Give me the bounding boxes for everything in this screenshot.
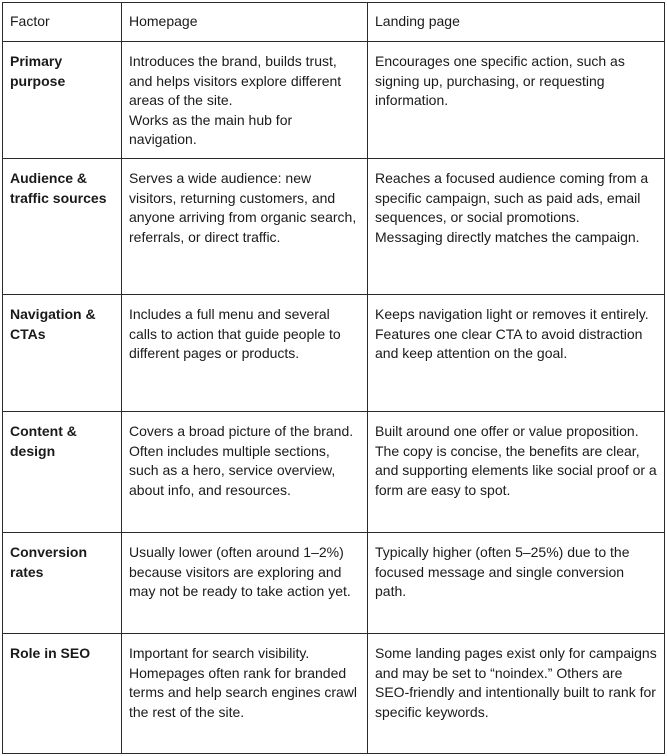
homepage-cell — [122, 633, 368, 753]
cell-line: Often includes multiple sections, such as a hero, service overview, about info, and resources. — [129, 442, 336, 498]
comparison-table-wrapper — [2, 2, 665, 754]
landing-cell — [368, 411, 665, 532]
cell-line: Works as the main hub for navigation. — [129, 111, 293, 148]
factor-cell: Audience & traffic sources — [3, 158, 122, 294]
header-homepage: Homepage — [122, 3, 368, 42]
landing-cell — [368, 633, 665, 753]
comparison-table — [2, 2, 665, 754]
table-row — [3, 532, 665, 633]
table-row — [3, 158, 665, 294]
header-factor: Factor — [3, 3, 122, 42]
landing-cell — [368, 158, 665, 294]
cell-line: Built around one offer or value proposition. — [375, 422, 639, 439]
cell-line: The copy is concise, the benefits are clear, and supporting elements like social proof or a form are easy to spot. — [375, 442, 657, 498]
header-landing-page: Landing page — [368, 3, 665, 42]
factor-cell: Navigation & CTAs — [3, 294, 122, 411]
cell-line: Reaches a focused audience coming from a specific campaign, such as paid ads, email sequences, or social promotions. — [375, 169, 649, 226]
cell-line: Typically higher (often 5–25%) due to the focused message and single conversion path. — [375, 543, 630, 600]
cell-line: Includes a full menu and several calls to action that guide people to different pages or products. — [129, 305, 341, 362]
cell-line: Serves a wide audience: new visitors, returning customers, and anyone arriving from organic search, referrals, or direct traffic. — [129, 169, 357, 245]
table-row — [3, 633, 665, 753]
cell-line: Usually lower (often around 1–2%) because visitors are exploring and may not be ready to take action yet. — [129, 543, 351, 600]
homepage-cell — [122, 532, 368, 633]
cell-line: Messaging directly matches the campaign. — [375, 228, 640, 245]
table-row — [3, 294, 665, 411]
factor-cell: Conversion rates — [3, 532, 122, 633]
landing-cell — [368, 532, 665, 633]
cell-line: Important for search visibility. Homepages often rank for branded terms and help search engines crawl the rest of the site. — [129, 644, 358, 720]
table-row — [3, 411, 665, 532]
factor-cell: Content & design — [3, 411, 122, 532]
homepage-cell — [122, 158, 368, 294]
cell-line: Some landing pages exist only for campaigns and may be set to “noindex.” Others are SEO-friendly and intentionally built to rank for specific keywords. — [375, 644, 657, 720]
factor-cell: Role in SEO — [3, 633, 122, 753]
table-row — [3, 42, 665, 159]
cell-line: Features one clear CTA to avoid distraction and keep attention on the goal. — [375, 325, 643, 362]
homepage-cell — [122, 411, 368, 532]
cell-line: Introduces the brand, builds trust, and helps visitors explore different areas of the site. — [129, 53, 342, 109]
homepage-cell — [122, 294, 368, 411]
cell-line: Encourages one specific action, such as signing up, purchasing, or requesting information. — [375, 53, 625, 109]
factor-cell: Primary purpose — [3, 42, 122, 159]
cell-line: Covers a broad picture of the brand. — [129, 422, 354, 439]
cell-line: Keeps navigation light or removes it entirely. — [375, 305, 649, 322]
table-header-row — [3, 3, 665, 42]
landing-cell — [368, 42, 665, 159]
landing-cell — [368, 294, 665, 411]
homepage-cell — [122, 42, 368, 159]
